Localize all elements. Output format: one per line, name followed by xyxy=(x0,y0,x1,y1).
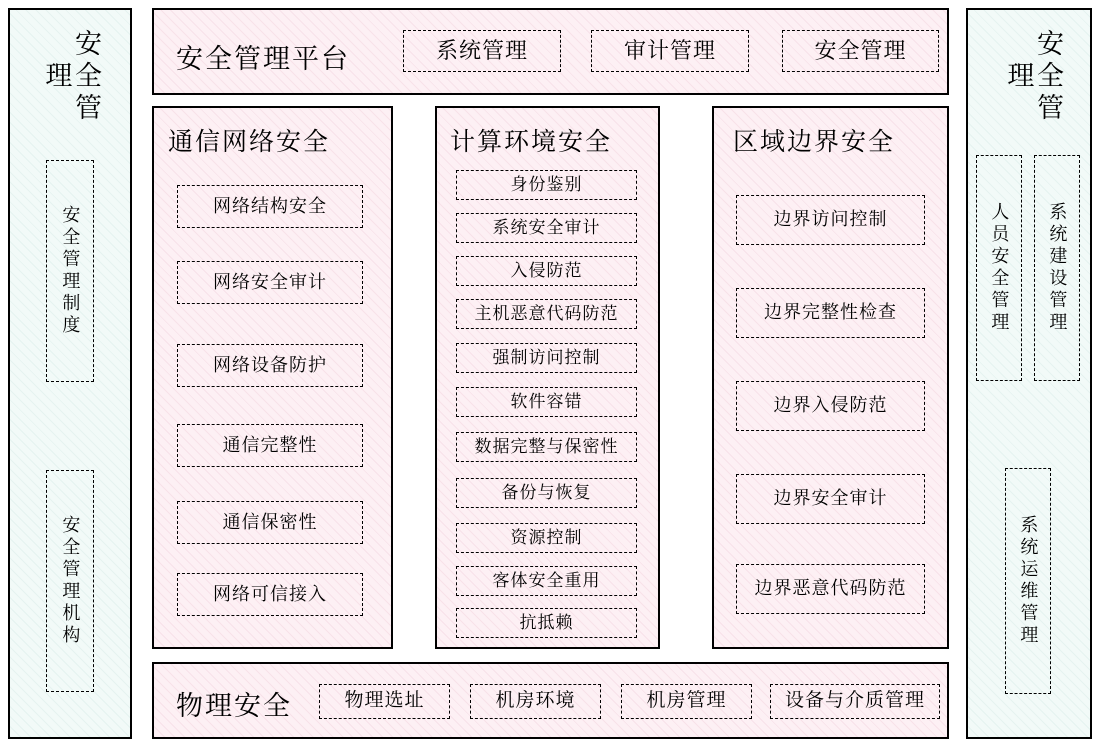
left-column-item-0 xyxy=(46,160,94,382)
panel-1-item-2[interactable] xyxy=(456,256,637,286)
panel-1-item-1-label: 系统安全审计 xyxy=(492,217,601,237)
panel-2-item-4-label: 边界恶意代码防范 xyxy=(754,578,907,599)
panel-1-item-10[interactable] xyxy=(456,608,637,638)
panel-0-item-5-label: 网络可信接入 xyxy=(213,583,327,604)
panel-1-item-7-label: 备份与恢复 xyxy=(501,482,592,502)
right-column-item-2-label: 系统运维管理 xyxy=(1018,515,1039,647)
panel-1-item-8[interactable] xyxy=(456,523,637,553)
panel-1-item-3-label: 主机恶意代码防范 xyxy=(474,303,619,323)
panel-1-item-0-label: 身份鉴别 xyxy=(510,174,583,194)
panel-2-item-2[interactable] xyxy=(736,381,925,431)
panel-0-item-3-label: 通信完整性 xyxy=(222,434,318,455)
panel-0-title: 通信网络安全 xyxy=(168,129,331,156)
panel-1-item-8-label: 资源控制 xyxy=(510,527,583,547)
panel-1-item-6[interactable] xyxy=(456,432,637,462)
header-button-1-label: 审计管理 xyxy=(623,37,716,63)
panel-0-item-4-label: 通信保密性 xyxy=(222,511,318,532)
header-button-1[interactable] xyxy=(591,30,749,72)
footer-item-3-label: 设备与介质管理 xyxy=(784,690,925,712)
panel-2-item-3[interactable] xyxy=(736,474,925,524)
panel-1-item-7[interactable] xyxy=(456,478,637,508)
panel-2-item-4[interactable] xyxy=(736,564,925,614)
panel-1-item-9[interactable] xyxy=(456,566,637,596)
footer-item-3[interactable] xyxy=(770,684,940,719)
panel-2-item-0-label: 边界访问控制 xyxy=(773,209,888,230)
header-button-0-label: 系统管理 xyxy=(435,37,528,63)
panel-1-item-5-label: 软件容错 xyxy=(510,391,583,411)
panel-2-title: 区域边界安全 xyxy=(733,129,896,156)
right-column-item-1-label: 系统建设管理 xyxy=(1047,202,1068,334)
panel-1-item-4[interactable] xyxy=(456,343,637,373)
panel-0-item-1-label: 网络安全审计 xyxy=(213,271,327,292)
panel-1-item-4-label: 强制访问控制 xyxy=(492,347,601,367)
panel-0-item-1[interactable] xyxy=(177,261,363,304)
header-button-2-label: 安全管理 xyxy=(814,37,907,63)
panel-2-item-2-label: 边界入侵防范 xyxy=(773,395,888,416)
panel-1-item-2-label: 入侵防范 xyxy=(510,260,583,280)
left-column-item-0-label: 安全管理制度 xyxy=(60,205,81,337)
footer-item-0[interactable] xyxy=(319,684,450,719)
panel-1-item-1[interactable] xyxy=(456,213,637,243)
left-column-title: 安全管理 xyxy=(41,29,101,125)
panel-2-item-3-label: 边界安全审计 xyxy=(773,488,888,509)
left-column-item-1 xyxy=(46,470,94,692)
panel-0-item-2-label: 网络设备防护 xyxy=(213,354,327,375)
footer-item-1[interactable] xyxy=(470,684,601,719)
footer-item-2-label: 机房管理 xyxy=(646,690,727,712)
panel-2-item-0[interactable] xyxy=(736,195,925,245)
right-column-item-0-label: 人员安全管理 xyxy=(989,202,1010,334)
header-button-0[interactable] xyxy=(403,30,561,72)
right-column-item-0 xyxy=(976,155,1022,381)
panel-0-item-2[interactable] xyxy=(177,344,363,387)
right-column-item-2 xyxy=(1005,468,1051,694)
footer-item-2[interactable] xyxy=(621,684,752,719)
panel-2-item-1-label: 边界完整性检查 xyxy=(764,302,897,323)
panel-1-item-6-label: 数据完整与保密性 xyxy=(474,436,619,456)
left-column-item-1-label: 安全管理机构 xyxy=(60,515,81,647)
panel-1-item-9-label: 客体安全重用 xyxy=(492,570,601,590)
header-button-2[interactable] xyxy=(782,30,939,72)
footer-item-1-label: 机房环境 xyxy=(495,690,576,712)
panel-1-item-0[interactable] xyxy=(456,170,637,200)
panel-1-item-5[interactable] xyxy=(456,387,637,417)
panel-1-item-10-label: 抗抵赖 xyxy=(519,612,574,632)
right-column-item-1 xyxy=(1034,155,1080,381)
panel-0-item-3[interactable] xyxy=(177,424,363,467)
footer-item-0-label: 物理选址 xyxy=(344,690,425,712)
panel-2-item-1[interactable] xyxy=(736,288,925,338)
header-title: 安全管理平台 xyxy=(176,44,350,74)
panel-1-title: 计算环境安全 xyxy=(450,129,613,156)
panel-0-item-4[interactable] xyxy=(177,501,363,544)
panel-0-item-5[interactable] xyxy=(177,573,363,616)
panel-0-item-0[interactable] xyxy=(177,185,363,228)
panel-1-item-3[interactable] xyxy=(456,299,637,329)
panel-0-item-0-label: 网络结构安全 xyxy=(213,195,327,216)
right-column-title: 安全管理 xyxy=(1003,29,1063,125)
footer-title: 物理安全 xyxy=(176,691,292,721)
